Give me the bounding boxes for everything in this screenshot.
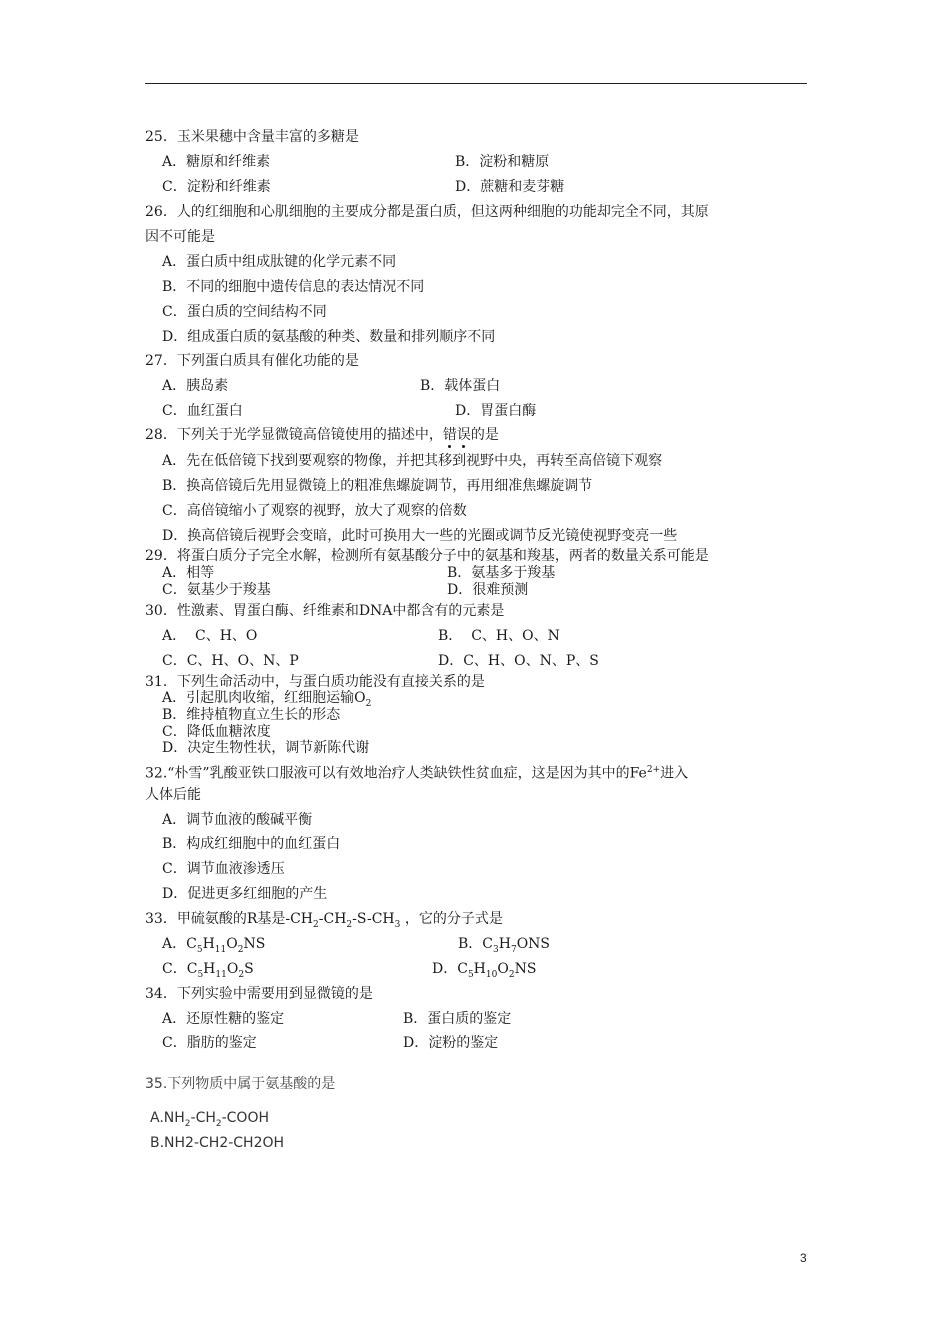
q25-option-d: D．蔗糖和麦芽糖 [455, 179, 565, 195]
q31-stem: 31．下列生命活动中，与蛋白质功能没有直接关系的是 [145, 674, 485, 690]
q26-option-c: C．蛋白质的空间结构不同 [162, 304, 327, 320]
q32-option-d: D．促进更多红细胞的产生 [162, 886, 328, 902]
q34-option-c: C．脂肪的鉴定 [162, 1035, 257, 1051]
q35-option-a: $A.NH_2-CH_2$-COOH [150, 1110, 270, 1129]
q33-stem: 33．甲硫氨酸的R基是$-CH_2-CH_2-S-CH_3$ ，它的分子式是 [145, 911, 503, 930]
q26-option-b: B．不同的细胞中遗传信息的表达情况不同 [162, 279, 425, 295]
q29-option-d: D．很难预测 [447, 582, 529, 598]
emphasis-dot-cuo: 错 [442, 427, 457, 443]
q32-option-b: B．构成红细胞中的血红蛋白 [162, 836, 341, 852]
q30-option-c: C．C、H、O、N、P [162, 653, 299, 669]
q26-option-a: A．蛋白质中组成肽键的化学元素不同 [162, 254, 397, 270]
page-number: 3 [800, 1251, 807, 1265]
q27-option-c: C．血红蛋白 [162, 403, 243, 419]
q33-option-b: B．$C_3H_7ONS$ [458, 936, 551, 955]
q31-option-b: B．维持植物直立生长的形态 [162, 707, 341, 723]
q25-option-a: A．糖原和纤维素 [162, 154, 271, 170]
q34-stem: 34．下列实验中需要用到显微镜的是 [145, 986, 373, 1002]
q34-option-b: B．蛋白质的鉴定 [403, 1011, 512, 1027]
q26-stem-line2: 因不可能是 [145, 229, 215, 245]
q30-option-d: D．C、H、O、N、P、S [438, 653, 599, 669]
q27-option-d: D．胃蛋白酶 [455, 403, 537, 419]
q35-stem: 35.下列物质中属于氨基酸的是 [145, 1076, 336, 1092]
q31-option-a: A．引起肌肉收缩，红细胞运输$O_2$ [162, 690, 372, 709]
q28-option-d: D．换高倍镜后视野会变暗，此时可换用大一些的光圈或调节反光镜使视野变亮一些 [162, 528, 678, 544]
q29-option-c: C．氨基少于羧基 [162, 582, 271, 598]
q32-option-c: C．调节血液渗透压 [162, 861, 285, 877]
q33-option-c: C．$C_5H_{11}O_2S$ [162, 961, 254, 980]
q32-option-a: A．调节血液的酸碱平衡 [162, 812, 313, 828]
q27-option-a: A．胰岛素 [162, 378, 229, 394]
q32-stem-line1: 32.“朴雪”乳酸亚铁口服液可以有效地治疗人类缺铁性贫血症，这是因为其中的$Fe^{2+}$进入 [145, 765, 689, 782]
q26-stem-line1: 26．人的红细胞和心肌细胞的主要成分都是蛋白质，但这两种细胞的功能却完全不同，其原 [145, 204, 709, 220]
q29-stem: 29．将蛋白质分子完全水解，检测所有氨基酸分子中的氨基和羧基，两者的数量关系可能是 [145, 548, 709, 564]
q27-stem: 27．下列蛋白质具有催化功能的是 [145, 353, 359, 369]
q33-option-d: D．$C_5H_{10}O_2NS$ [432, 961, 537, 980]
q27-option-b: B．载体蛋白 [420, 378, 501, 394]
q30-option-b: B． C、H、O、N [438, 628, 560, 644]
q31-option-c: C．降低血糖浓度 [162, 724, 271, 740]
q28-option-c: C．高倍镜缩小了观察的视野，放大了观察的倍数 [162, 503, 467, 519]
q28-option-a: A．先在低倍镜下找到要观察的物像，并把其移到视野中央，再转至高倍镜下观察 [162, 453, 663, 469]
q25-option-c: C．淀粉和纤维素 [162, 179, 271, 195]
q35-option-b: B.NH2-CH2-CH2OH [150, 1135, 285, 1151]
q28-option-b: B．换高倍镜后先用显微镜上的粗准焦螺旋调节，再用细准焦螺旋调节 [162, 478, 593, 494]
q31-option-d: D．决定生物性状，调节新陈代谢 [162, 740, 370, 756]
emphasis-dot-wu: 误 [456, 427, 471, 443]
q26-option-d: D．组成蛋白质的氨基酸的种类、数量和排列顺序不同 [162, 329, 496, 345]
q33-option-a: A．$C_5H_{11}O_2NS$ [162, 936, 266, 955]
q32-stem-line2: 人体后能 [145, 787, 201, 803]
header-rule [145, 83, 807, 84]
q25-option-b: B．淀粉和糖原 [455, 154, 550, 170]
q30-option-a: A． C、H、O [162, 628, 258, 644]
q34-option-a: A．还原性糖的鉴定 [162, 1011, 285, 1027]
q29-option-a: A．相等 [162, 565, 215, 581]
q30-stem: 30．性激素、胃蛋白酶、纤维素和DNA中都含有的元素是 [145, 603, 505, 619]
q28-stem: 28．下列关于光学显微镜高倍镜使用的描述中，错误的是 [145, 427, 499, 443]
q29-option-b: B．氨基多于羧基 [447, 565, 556, 581]
q25-stem: 25．玉米果穗中含量丰富的多糖是 [145, 129, 359, 145]
q34-option-d: D．淀粉的鉴定 [403, 1035, 499, 1051]
